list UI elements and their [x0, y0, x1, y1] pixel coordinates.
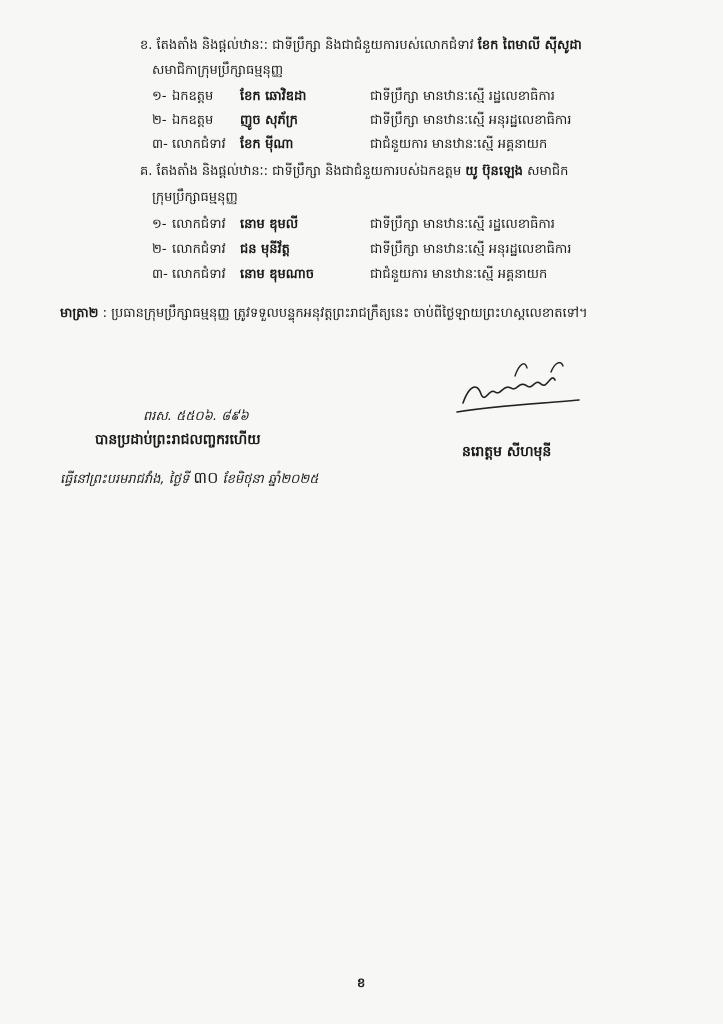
signer-name: នរោត្តម សីហមុនី: [462, 444, 552, 460]
list-item-number: ៣-: [152, 137, 168, 152]
list-item-role: ជាទីប្រឹក្សា មានឋានៈស្មើ អនុរដ្ឋលេខាធិការ: [370, 113, 572, 128]
list-item-name: ញូច សុភ័ក្រ: [240, 113, 298, 128]
list-item-title: លោកជំទាវ: [172, 137, 226, 152]
list-item-role: ជាជំនួយការ មានឋានៈស្មើ អគ្គនាយក: [370, 137, 548, 152]
list-item-number: ១-: [152, 217, 167, 232]
list-item-name: នោម ឌុមលី: [240, 217, 299, 232]
list-item-number: ៣-: [152, 267, 168, 282]
list-item-name: ជន មុនីវ័ត្ត: [240, 242, 290, 257]
article-2-text: : ប្រធានក្រុមប្រឹក្សាធម្មនុញ្ញ ត្រូវទទួលបន្ទុកអនុវត្តព្រះរាជក្រឹត្យនេះ ចាប់ពីថ្ងៃឡាយព្រះហស្តលេខាតទៅ។: [102, 306, 588, 321]
list-item-role: ជាទីប្រឹក្សា មានឋានៈស្មើ រដ្ឋលេខាធិការ: [370, 217, 555, 232]
list-item-number: ១-: [152, 89, 167, 104]
list-item-role: ជាទីប្រឹក្សា មានឋានៈស្មើ រដ្ឋលេខាធិការ: [370, 89, 555, 104]
issue-date: ធ្វើនៅព្រះបរមរាជវាំង, ថ្ងៃទី ៣០ ខែមិថុនា ឆ្នាំ២០២៥: [60, 468, 319, 487]
section-ka-line2: ក្រុមប្រឹក្សាធម្មនុញ្ញ: [152, 190, 238, 205]
list-item-title: លោកជំទាវ: [172, 217, 226, 232]
page-number: ខ: [357, 976, 366, 991]
article-2: [60, 305, 588, 323]
section-kha-line1: ខ. តែងតាំង និងផ្តល់ឋានៈ: ជាទីប្រឹក្សា និងជាជំនួយការបស់លោកជំទាវ ខែក ពៃមាលី ស៊ីសូដា: [140, 38, 582, 53]
list-item-title: ឯកឧត្តម: [172, 89, 214, 104]
list-item-title: ឯកឧត្តម: [172, 113, 214, 128]
section-kha-appointer-name: ខែក ពៃមាលី ស៊ីសូដា: [477, 38, 582, 53]
list-item-number: ២-: [152, 242, 167, 257]
issue-day: ៣០: [193, 468, 219, 487]
list-item-name: ខែក ឆោវិឌដា: [240, 89, 307, 104]
section-ka-appointer-name: យូ ប៊ុនឡេង: [465, 164, 523, 179]
handwritten-signature: [455, 358, 585, 418]
stamp-reference: ពរស. ៥៥០៦. ៨៩៦: [143, 409, 249, 424]
article-2-label: មាត្រា២: [60, 306, 99, 321]
list-item-name: ខែក ម៉ីណា: [240, 137, 294, 152]
list-item-number: ២-: [152, 113, 167, 128]
list-item-title: លោកជំទាវ: [172, 267, 226, 282]
stamp-confirmation: បានប្រដាប់ព្រះរាជលញ្ចករហើយ: [95, 432, 261, 448]
list-item-name: នោម ឌុមណាច: [240, 267, 315, 282]
section-kha-line2: សមាជិកាក្រុមប្រឹក្សាធម្មនុញ្ញ: [152, 63, 284, 78]
list-item-role: ជាជំនួយការ មានឋានៈស្មើ អគ្គនាយក: [370, 267, 548, 282]
list-item-role: ជាទីប្រឹក្សា មានឋានៈស្មើ អនុរដ្ឋលេខាធិការ: [370, 242, 572, 257]
section-ka-line1: គ. តែងតាំង និងផ្តល់ឋានៈ: ជាទីប្រឹក្សា និងជាជំនួយការបស់ឯកឧត្តម យូ ប៊ុនឡេង សមាជិក: [140, 164, 569, 179]
list-item-title: លោកជំទាវ: [172, 242, 226, 257]
